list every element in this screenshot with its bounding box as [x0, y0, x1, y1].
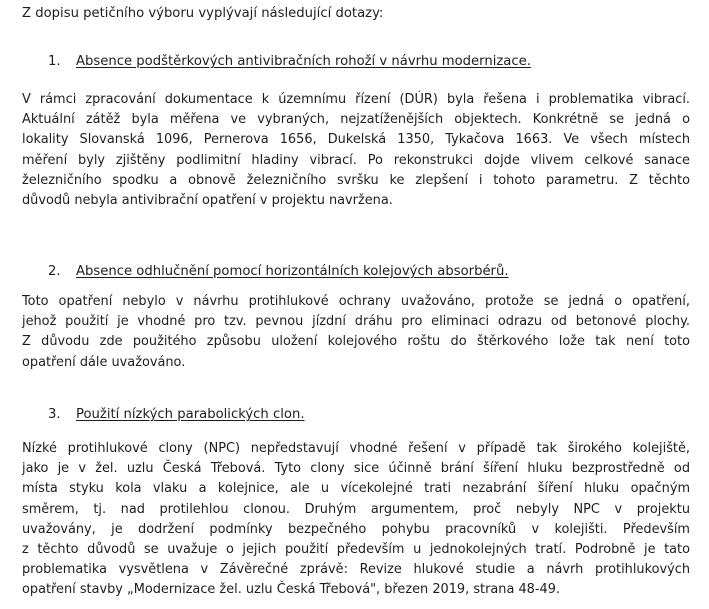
paragraph-line: problematika vysvětlena v Závěrečné zprávě: Revize hlukové studie a návrh protihlukových: [22, 562, 690, 578]
paragraph-line: jako je v žel. uzlu Česká Třebová. Tyto clony sice účinně brání šíření hluku bezprostředně od: [22, 461, 690, 477]
paragraph-line: železničního spodku a obnově železničního svršku ke zlepšení i tohoto parametru. Z těchto: [22, 172, 690, 188]
section-number: 1.: [48, 54, 61, 69]
section-number: 2.: [48, 264, 61, 279]
paragraph-line: Z důvodu zde použitého způsobu uložení kolejového roštu do štěrkového lože tak není toto: [22, 334, 690, 350]
paragraph-line: měření byly zjištěny podlimitní hladiny vibrací. Po rekonstrukci dojde vlivem celkové sanace: [22, 152, 690, 168]
paragraph-line: směrem, tj. nad protilehlou clonou. Druhým argumentem, proč nebyly NPC v projektu: [22, 501, 690, 517]
section-paragraph-1: [22, 90, 690, 211]
section-heading-2: [48, 262, 509, 281]
section-paragraph-2: [22, 292, 690, 373]
paragraph-line: opatření stavby „Modernizace žel. uzlu Česká Třebová", březen 2019, strana 48-49.: [22, 582, 561, 598]
section-paragraph-3: [22, 439, 690, 601]
section-title: Použití nízkých parabolických clon.: [76, 407, 305, 422]
paragraph-line: místa styku kola vlaku a kolejnice, ale u vícekolejné trati nezabrání šíření hluku opačným: [22, 481, 690, 497]
paragraph-line: jehož použití je vhodné pro tzv. pevnou jízdní dráhu pro eliminaci odrazu od betonové plochy.: [22, 314, 690, 330]
intro-text: Z dopisu petičního výboru vyplývají následující dotazy:: [22, 6, 384, 21]
paragraph-line: Aktuální zátěž byla měřena ve vybraných, nejzatíženějších objektech. Konkrétně se jedná o: [22, 112, 690, 128]
paragraph-line: Nízké protihlukové clony (NPC) nepředstavují vhodné řešení v případě tak širokého kolejiště,: [22, 441, 690, 456]
paragraph-line: Toto opatření nebylo v návrhu protihlukové ochrany uvažováno, protože se jedná o opatření,: [22, 294, 690, 309]
paragraph-line: z těchto důvodů se uvažuje o jejich použití především u jednokolejných tratí. Podrobně je tato: [22, 542, 690, 558]
section-title: Absence odhlučnění pomocí horizontálních kolejových absorbérů.: [76, 264, 509, 279]
paragraph-line: lokality Slovanská 1096, Pernerova 1656, Dukelská 1350, Tykačova 1663. Ve všech místech: [22, 132, 690, 148]
section-title: Absence podštěrkových antivibračních rohoží v návrhu modernizace.: [76, 54, 531, 69]
paragraph-line: V rámci zpracování dokumentace k územnímu řízení (DÚR) byla řešena i problematika vibrací.: [22, 92, 690, 107]
paragraph-line: důvodů nebyla antivibrační opatření v projektu navržena.: [22, 193, 393, 209]
section-heading-3: [48, 405, 305, 424]
section-heading-1: [48, 52, 531, 71]
paragraph-line: opatření dále uvažováno.: [22, 354, 186, 370]
paragraph-line: uvažovány, je dodržení podmínky bezpečného pohybu pracovníků v kolejišti. Především: [22, 521, 690, 537]
section-number: 3.: [48, 407, 61, 422]
